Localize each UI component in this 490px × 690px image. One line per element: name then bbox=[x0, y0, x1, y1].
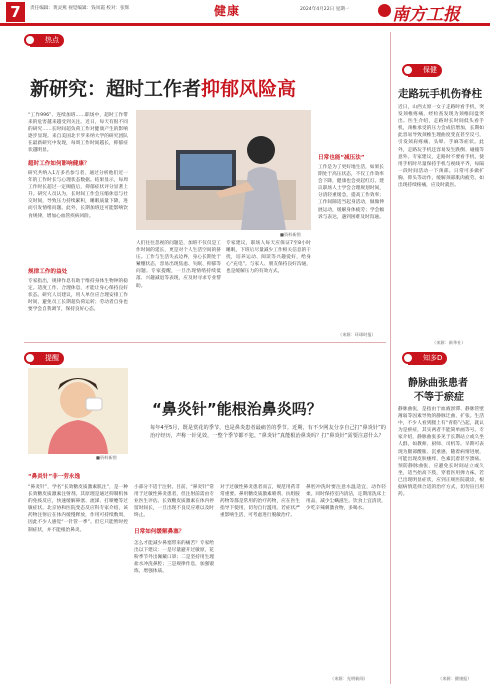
side1-body: 近日，山西太原一女子走路时看手机，突发颈椎疼痛，经检查发现为颈椎间盘突出。医生介绍，走路时长时间低头看手机，颈椎承受的压力会成倍增加，长期如此容易导致颈椎生理曲度变直甚至反弓，引发颈肩疼痛、头晕、手麻等症状。此外，走路玩手机还容易发生跌倒、碰撞等意外。专家建议，走路时不要看手机，使用手机时尽量保持手机与视线平齐，每隔一段时间活动一下颈部。日常可多做扩胸、仰头等动作，缓解颈部肌肉疲劳。如出现持续疼痛，应及时就医。 bbox=[398, 105, 484, 189]
article2-caption: ■资料新图 bbox=[96, 455, 117, 460]
article1-caption: ■资料新图 bbox=[280, 232, 301, 237]
article1-body3: 人们往往忽视的问题是，加班不仅仅是工作时间的延长，更是对个人生活空间的挤压。工作与生活失去边界，身心长期处于紧绷状态，容易出现焦虑、失眠、抑郁等问题。专家提醒，一旦出现情绪持续低落、兴趣减退等表现，应及时寻求专业帮助。 bbox=[136, 241, 221, 289]
side1-source: （来源：新华社） bbox=[432, 340, 466, 345]
article1-body4: 专家建议，职场人每天应保证7至8小时睡眠，下班后尽量减少工作相关信息的干扰，培养运动、阅读等兴趣爱好，给身心“充电”。与家人、朋友保持良好沟通，也是缓解压力的有效方式。 bbox=[226, 241, 311, 275]
date-line: 2024年4月22日 星期一 bbox=[300, 7, 350, 12]
article1-photo bbox=[136, 110, 311, 230]
tag-health: 保健 bbox=[408, 64, 442, 77]
article2-body3: 怎么才能减少鼻塞带来的痛苦？专家给出以下建议：一是尽量避开过敏原，花粉季节外出佩戴口罩；二是坚持用生理盐水冲洗鼻腔；三是规律作息，加强锻炼，增强体质。 bbox=[134, 541, 214, 575]
article1-intro: “工作996”、连续加班……职场中，超时工作带来的危害越来越受到关注。近日，每天有很不同的研究……长时间超负荷工作对健康产生的影响逐步显现。来自美国北卡罗来纳大学的研究团队在最新研究中发现，每周工作时间越长，抑郁症状越明显。 bbox=[28, 113, 128, 154]
article1-body5: 工作是为了更好地生活，如果长期处于高压状态，不仅工作效率会下降，健康也会亮起红灯。建议职场人士学会合理规划时间，分清轻重缓急，提高工作效率；工作间隙适当起身活动，做做伸展运动，缓解身体疲劳；学会倾诉与表达，遇到困难及时沟通。 bbox=[318, 165, 384, 220]
side2-source: （来源：健康报） bbox=[438, 676, 472, 681]
article2-body5: 鼻腔冲洗时要注意水温适宜，动作轻柔。同时保持室内清洁，定期清洗床上用品，减少尘螨滋生。饮食上宜清淡，少吃辛辣刺激食物，多喝水。 bbox=[306, 485, 386, 512]
article1-body2: 专家指出，规律作息有助于维持身体生物钟的稳定。适度工作、合理休息，才能让身心保持良好状态。研究人员建议，用人单位应合理安排工作时间，避免员工长期超负荷运转；劳动者自身也要学会自我调节，保持良好心态。 bbox=[28, 279, 128, 313]
article2-title: “鼻炎针”能根治鼻炎吗？ bbox=[152, 400, 322, 418]
article1-body1: 研究共纳入1万多名参与者，通过分析他们近一年的工作时长与心理状态数据。结果显示，每周工作时长超过一定阈值后，抑郁症状评分显著上升。研究人员认为，长时间工作会压缩休息与社交时间，导致压力持续累积，睡眠质量下降，进而引发情绪问题。此外，长期加班还可能影响饮食规律，增加心血管疾病风险。 bbox=[28, 171, 128, 219]
newspaper-logo: 南方工报 bbox=[392, 5, 460, 25]
tag-dot-icon bbox=[402, 352, 414, 364]
section-title: 健康 bbox=[214, 4, 241, 18]
article2-body1: “鼻炎针”，学名“长效糖皮质激素肌注”，是一种长效糖皮质激素注射剂。其原理是通过抑制机体的免疫反应，快速缓解鼻塞、流涕、打喷嚏等过敏症状。北京协和医院变态反应科专家介绍，该药物注射后在体内缓慢释放，作用可持续数周，因此不少人感觉“一针管一季”。但它只能暂时控制症状，并不能根治鼻炎。 bbox=[28, 485, 128, 533]
side2-title-line2: 不等于瘀症 bbox=[414, 392, 464, 403]
article1-subhead2: 规律工作的益处 bbox=[28, 269, 68, 275]
article1-source: （来源：环球时报） bbox=[338, 332, 376, 337]
tag-dot-icon bbox=[24, 34, 36, 46]
tag-hotspot: 热点 bbox=[30, 34, 64, 47]
tag-reminder: 提醒 bbox=[30, 352, 64, 365]
article2-subhead1: “鼻炎针”非一劳永逸 bbox=[28, 474, 81, 480]
article1-subhead3: 日常也能“减压法” bbox=[318, 155, 365, 161]
side2-title-line1: 静脉曲张患者 bbox=[408, 378, 468, 389]
column-divider bbox=[390, 32, 391, 684]
page-number: 7 bbox=[6, 2, 25, 22]
article1-title: 新研究：超时工作者抑郁风险高 bbox=[30, 78, 297, 100]
article2-body2: 小部分不适于注射。目前，“鼻炎针”常用于过敏性鼻炎患者，但注射前需由专业医生评估。长效糖皮质激素在体内停留时间长，一旦出现不良反应难以及时终止。 bbox=[134, 485, 214, 519]
article2-photo bbox=[28, 368, 128, 454]
article2-subhead2: 日常如何缓解鼻塞？ bbox=[134, 529, 185, 535]
side1-title: 走路玩手机伤脊柱 bbox=[398, 88, 482, 100]
newspaper-logo-icon bbox=[378, 4, 391, 17]
side2-body: 静脉曲张，是指由于血液淤滞、静脉管壁薄弱等因素导致的静脉迂曲、扩张。生活中，不少人看到腿上有“青筋”凸起，就认为是瘀症，其实两者不能简单画等号。专家介绍，静脉曲张多见于长期站立或久坐人群，如教师、厨师、司机等。早期可表现为腿部酸胀、沉重感，随着病情进展，可能出现皮肤瘙痒、色素沉着甚至溃疡。预防静脉曲张，应避免长时间站立或久坐，适当抬高下肢，穿着医用弹力袜。若已出现明显症状，应到正规医院就诊，根据病情选择合适的治疗方式，切勿盲目用药。 bbox=[398, 407, 484, 498]
editor-line: 责任编辑：黄灵燕 视觉编辑：钱凤霞 校对：张辉 bbox=[30, 6, 130, 11]
article2-intro: 每年4至5月，既是赏花的季节，也是鼻炎患者最痛苦的季节。近期，有不少网友分享自己打“鼻炎针”的治疗经历，声称一针见效，一整个季节都不犯。“鼻炎针”真能根治鼻炎吗？打“鼻炎针”需要注意什么？ bbox=[150, 425, 386, 439]
tag-dot-icon bbox=[24, 352, 36, 364]
tag-knowledge: 知多D bbox=[408, 352, 447, 365]
article1-subhead1: 超时工作如何影响健康？ bbox=[28, 161, 90, 167]
divider bbox=[24, 342, 386, 343]
article2-body4: 对于过敏性鼻炎患者而言，规范用药非常重要。鼻用糖皮质激素喷剂、抗组胺药物等都是常用的治疗药物，应在医生指导下使用，切勿自行滥用。若症状严重影响生活，可考虑进行脱敏治疗。 bbox=[220, 485, 300, 519]
article2-source: （来源：光明新闻） bbox=[330, 676, 368, 681]
tag-dot-icon bbox=[402, 64, 414, 76]
